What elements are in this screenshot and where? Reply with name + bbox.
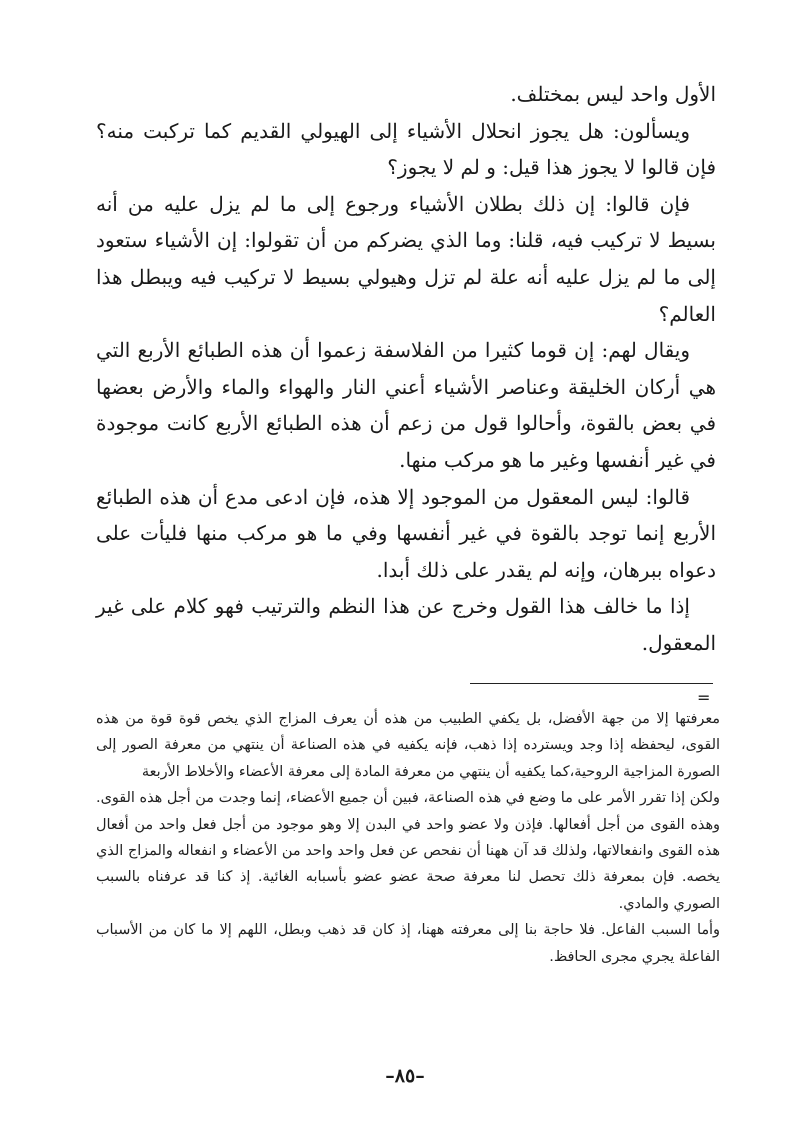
footnote-paragraph: معرفتها إلا من جهة الأفضل، بل يكفي الطبيب من هذه أن يعرف المزاج الذي يخص قوة قوة من هذه القوى، ليحفظه إذا وجد ويسترده إذا ذهب، فإنه يكفيه في هذه الصناعة أن ينتهي من معرفة الصور إلى الصورة المزاجية الروحية،كما يكفيه أن ينتهي من معرفة المادة إلى معرفة الأعضاء والأخلاط الأربعة (96, 711, 720, 780)
footnote-paragraph: وأما السبب الفاعل. فلا حاجة بنا إلى معرفته ههنا، إذ كان قد ذهب وبطل، اللهم إلا ما كان من الأسباب الفاعلة يجري مجرى الحافظ. (96, 922, 720, 965)
footnotes (96, 706, 720, 970)
footnote-separator (470, 683, 713, 684)
footnote-continuation-marker: = (697, 688, 711, 707)
main-text (96, 76, 716, 662)
main-paragraph: الأول واحد ليس بمختلف. (510, 82, 716, 106)
page-number: –٨٥– (385, 1065, 425, 1087)
main-paragraph: ويسألون: هل يجوز انحلال الأشياء إلى الهيولي القديم كما تركبت منه؟ فإن قالوا لا يجوز هذا قيل: و لم لا يجوز؟ (96, 118, 716, 180)
main-paragraph: قالوا: ليس المعقول من الموجود إلا هذه، فإن ادعى مدع أن هذه الطبائع الأربع إنما توجد بالقوة في غير أنفسها وفي ما هو مركب منها فليأت على دعواه ببرهان، وإنه لم يقدر على ذلك أبدا. (96, 484, 716, 582)
footnote-paragraph: ولكن إذا تقرر الأمر على ما وضع في هذه الصناعة، فبين أن جميع الأعضاء، إنما وجدت من أجل هذه القوى. وهذه القوى من أجل أفعالها. فإذن ولا عضو واحد في البدن إلا وهو موجود من أجل فعل واحد من أفعال هذه القوى وانفعالاتها، ولذلك قد آن ههنا أن نفحص عن فعل واحد واحد من الأعضاء و انفعاله والمزاج الذي يخصه. فإن بمعرفة ذلك تحصل لنا معرفة صحة عضو عضو بأسبابه الغائية. إذ كنا قد عرفناه بالسبب الصوري والمادي. (96, 790, 720, 912)
main-paragraph: ويقال لهم: إن قوما كثيرا من الفلاسفة زعموا أن هذه الطبائع الأربع التي هي أركان الخليقة وعناصر الأشياء أعني النار والهواء والماء والأرض بعضها في بعض بالقوة، وأحالوا قول من زعم أن هذه الطبائع الأربع كانت موجودة في غير أنفسها وغير ما هو مركب منها. (96, 338, 716, 472)
main-paragraph: إذا ما خالف هذا القول وخرج عن هذا النظم والترتيب فهو كلام على غير المعقول. (96, 594, 716, 655)
main-paragraph: فإن قالوا: إن ذلك بطلان الأشياء ورجوع إلى ما لم يزل عليه من أنه بسيط لا تركيب فيه، قلنا: وما الذي يضركم من أن تقولوا: إن الأشياء ستعود إلى ما لم يزل عليه أنه علة لم تزل وهيولي بسيط لا تركيب فيه ويبطل هذا العالم؟ (96, 191, 716, 326)
